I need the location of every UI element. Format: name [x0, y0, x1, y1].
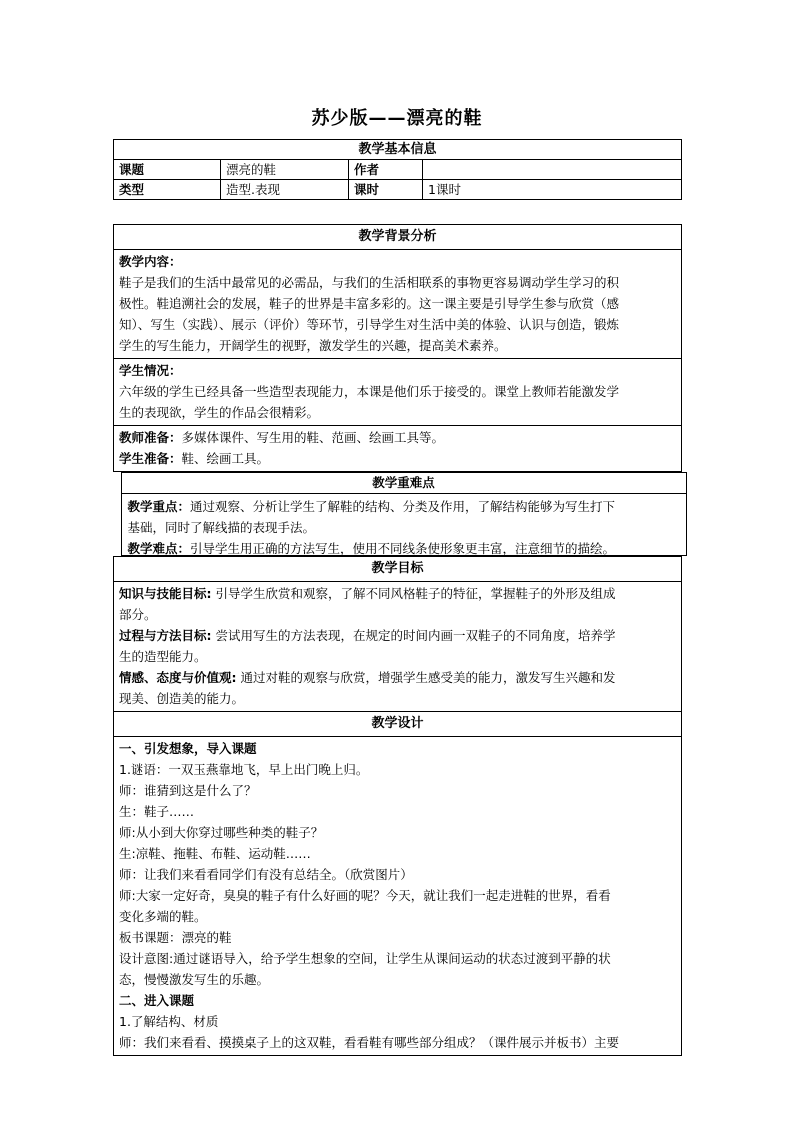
content-line: 知）、写生（实践）、展示（评价）等环节，引导学生对生活中美的体验、认识与创造，锻炼 [119, 317, 620, 332]
key-point-line2: 基础，同时了解线描的表现手法。 [127, 520, 316, 535]
design-line: 1.谜语：一双玉燕靠地飞，早上出门晚上归。 [119, 762, 369, 777]
goals-cell [114, 582, 682, 712]
content-line: 极性。鞋追溯社会的发展，鞋子的世界是丰富多彩的。这一课主要是引导学生参与欣赏（感 [119, 296, 620, 311]
goal-knowledge-label: 知识与技能目标: [119, 586, 212, 601]
teaching-content-cell [114, 250, 682, 359]
lesson-plan-table [113, 224, 682, 1056]
design-line: 师:大家一定好奇，臭臭的鞋子有什么好画的呢？今天，就让我们一起走进鞋的世界，看看 [119, 888, 611, 903]
design-cell [114, 737, 682, 1056]
student-line: 生的表现欲，学生的作品会很精彩。 [119, 405, 320, 420]
design-section2-title: 二、进入课题 [119, 993, 195, 1008]
student-situation-label: 学生情况： [119, 363, 182, 378]
student-situation-cell [114, 359, 682, 426]
teacher-prep-label: 教师准备： [119, 430, 182, 445]
design-line: 态，慢慢激发写生的乐趣。 [119, 972, 270, 987]
design-line: 师:从小到大你穿过哪些种类的鞋子？ [119, 825, 324, 840]
design-line: 师：谁猜到这是什么了？ [119, 783, 257, 798]
difficulty-header: 教学重难点 [122, 473, 686, 494]
table-row [114, 180, 682, 200]
author-label: 作者 [349, 160, 423, 180]
basic-info-header: 教学基本信息 [114, 140, 682, 160]
teaching-content-label: 教学内容： [119, 254, 182, 269]
student-prep-label: 学生准备： [119, 451, 182, 466]
goals-header: 教学目标 [114, 557, 682, 582]
key-point-line1: 通过观察、分析让学生了解鞋的结构、分类及作用，了解结构能够为写生打下 [190, 499, 616, 514]
design-line: 师：让我们来看看同学们有没有总结全。（欣赏图片） [119, 867, 413, 882]
background-header: 教学背景分析 [114, 225, 682, 250]
goal-emotion-line1: 通过对鞋的观察与欣赏，增强学生感受美的能力，激发写生兴趣和发 [236, 670, 616, 685]
design-section1-title: 一、引发想象，导入课题 [119, 741, 257, 756]
design-line: 板书课题：漂亮的鞋 [119, 930, 232, 945]
topic-label: 课题 [114, 160, 221, 180]
design-line: 生：鞋子…… [119, 804, 195, 819]
type-value: 造型.表现 [221, 180, 349, 200]
hours-value: 1课时 [423, 180, 682, 200]
content-line: 鞋子是我们的生活中最常见的必需品，与我们的生活相联系的事物更容易调动学生学习的积 [119, 275, 620, 290]
goal-process-line1: 尝试用写生的方法表现，在规定的时间内画一双鞋子的不同角度，培养学 [211, 628, 616, 643]
hard-point-text: 引导学生用正确的方法写生，使用不同线条使形象更丰富，注意细节的描绘。 [190, 541, 616, 556]
design-line: 生:凉鞋、拖鞋、布鞋、运动鞋…… [119, 846, 311, 861]
key-point-label: 教学重点： [127, 499, 191, 514]
topic-value: 漂亮的鞋 [221, 160, 349, 180]
goal-knowledge-line1: 引导学生欣赏和观察，了解不同风格鞋子的特征，掌握鞋子的外形及组成 [211, 586, 616, 601]
type-label: 类型 [114, 180, 221, 200]
goal-emotion-line2: 现美、创造美的能力。 [119, 691, 245, 706]
teacher-prep-text: 多媒体课件、写生用的鞋、范画、绘画工具等。 [181, 430, 445, 445]
page-title: 苏少版——漂亮的鞋 [311, 108, 483, 129]
student-prep-text: 鞋、绘画工具。 [181, 451, 270, 466]
design-header: 教学设计 [114, 712, 682, 737]
content-line: 学生的写生能力，开阔学生的视野，激发学生的兴趣，提高美术素养。 [119, 338, 507, 353]
design-line: 设计意图:通过谜语导入，给予学生想象的空间，让学生从课间运动的状态过渡到平静的状 [119, 951, 611, 966]
hours-label: 课时 [349, 180, 423, 200]
table-row [114, 160, 682, 180]
goal-emotion-label: 情感、态度与价值观: [119, 670, 237, 685]
difficulty-box [121, 472, 687, 556]
author-value [423, 160, 682, 180]
preparation-cell [114, 426, 682, 472]
design-line: 师：我们来看看、摸摸桌子上的这双鞋，看看鞋有哪些部分组成？（课件展示并板书）主要 [119, 1035, 620, 1050]
design-line: 1.了解结构、材质 [119, 1014, 219, 1029]
basic-info-table [113, 139, 682, 200]
design-line: 变化多端的鞋。 [119, 909, 207, 924]
student-line: 六年级的学生已经具备一些造型表现能力，本课是他们乐于接受的。课堂上教师若能激发学 [119, 384, 620, 399]
difficulty-wrapper [114, 472, 682, 557]
goal-process-line2: 生的造型能力。 [119, 649, 207, 664]
hard-point-label: 教学难点： [127, 541, 191, 556]
goal-knowledge-line2: 部分。 [119, 607, 157, 622]
goal-process-label: 过程与方法目标: [119, 628, 212, 643]
